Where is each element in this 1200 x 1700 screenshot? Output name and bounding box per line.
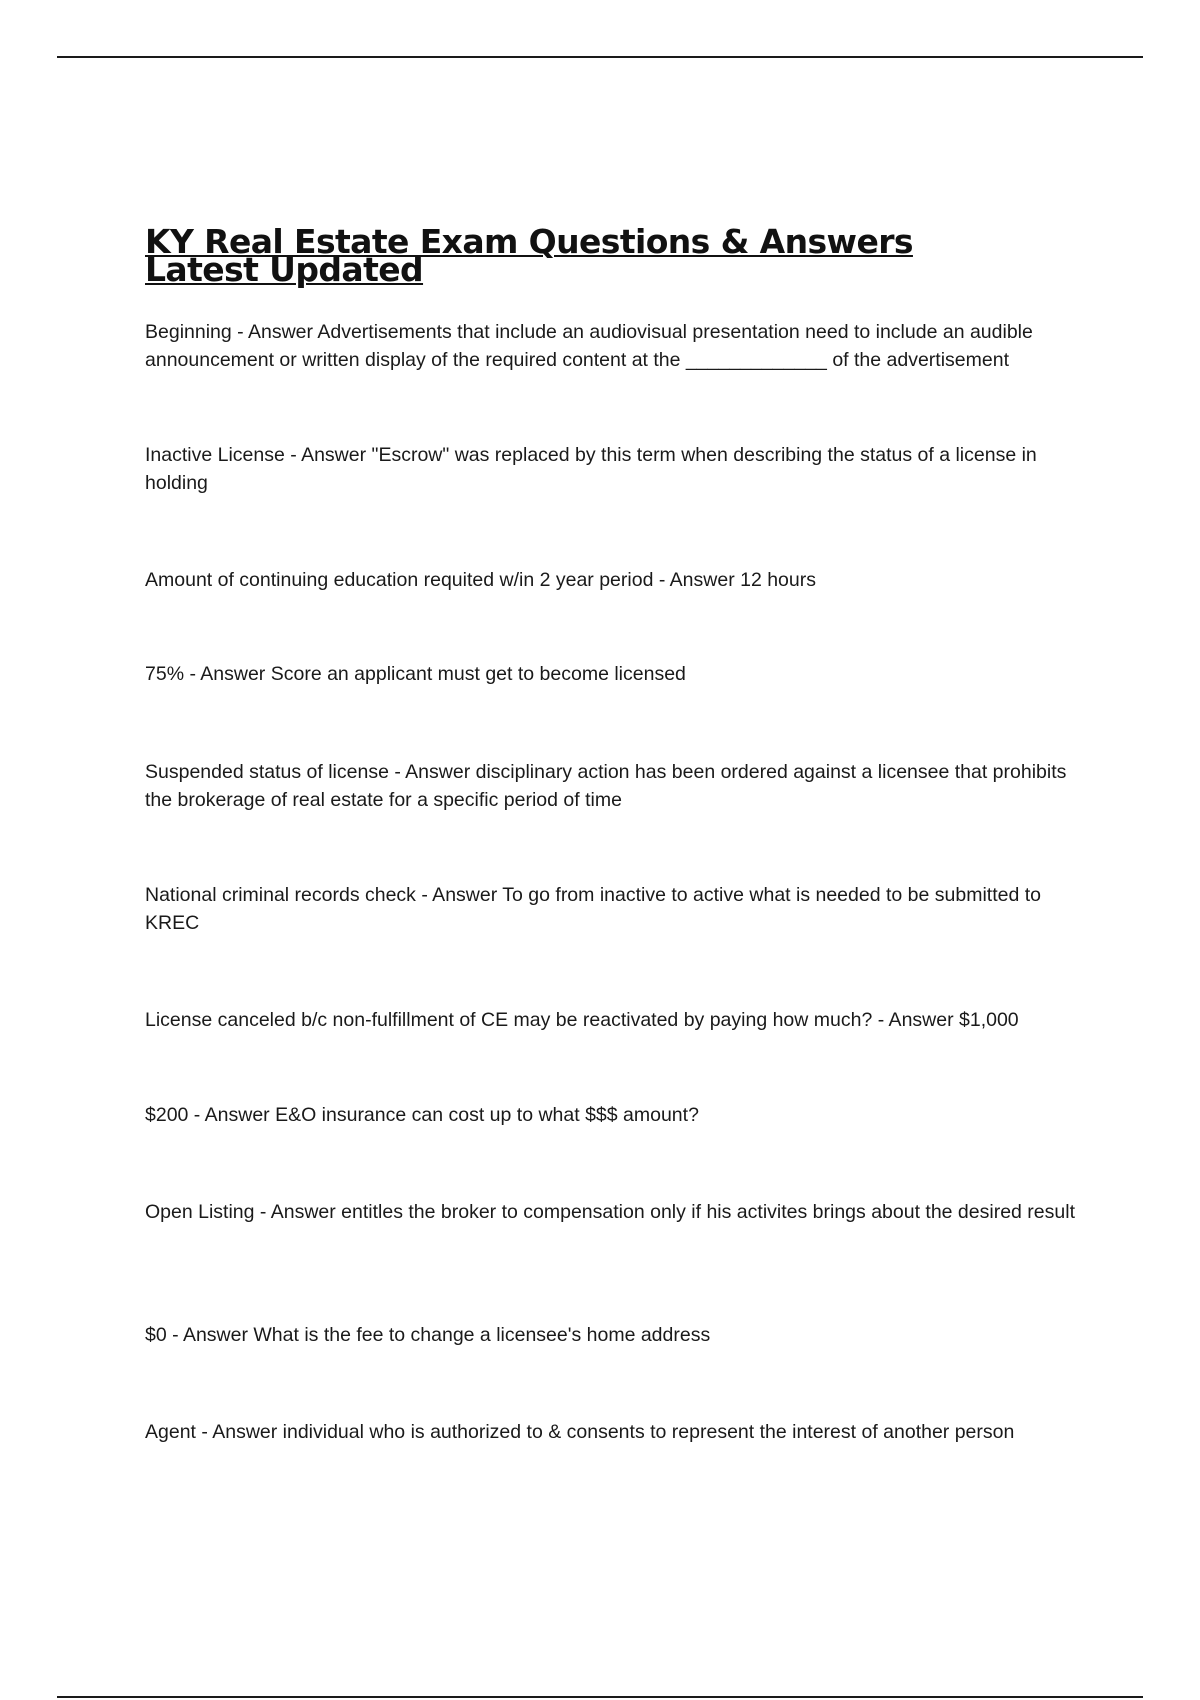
footer-rule: [57, 1696, 1143, 1698]
document-body: [145, 222, 1090, 289]
qa-item: National criminal records check - Answer To go from inactive to active what is needed to be submitted to KREC: [145, 884, 1041, 934]
header-rule: [57, 56, 1143, 58]
qa-item: Agent - Answer individual who is authorized to & consents to represent the interest of another person: [145, 1421, 1015, 1443]
qa-item: $200 - Answer E&O insurance can cost up to what $$$ amount?: [145, 1104, 699, 1126]
document-title: KY Real Estate Exam Questions & Answers Latest Updated: [145, 222, 913, 289]
qa-item: Suspended status of license - Answer disciplinary action has been ordered against a licensee that prohibits the brokerage of real estate for a specific period of time: [145, 761, 1067, 811]
qa-item: Open Listing - Answer entitles the broker to compensation only if his activites brings about the desired result: [145, 1201, 1075, 1223]
qa-item: 75% - Answer Score an applicant must get to become licensed: [145, 663, 686, 685]
qa-item: Beginning - Answer Advertisements that include an audiovisual presentation need to include an audible announcement or written display of the required content at the _____________ of the advertisement: [145, 321, 1033, 371]
qa-item: $0 - Answer What is the fee to change a licensee's home address: [145, 1324, 711, 1346]
qa-item: License canceled b/c non-fulfillment of CE may be reactivated by paying how much? - Answer $1,000: [145, 1009, 1019, 1031]
qa-item: Amount of continuing education requited w/in 2 year period - Answer 12 hours: [145, 569, 816, 591]
qa-item: Inactive License - Answer "Escrow" was replaced by this term when describing the status of a license in holding: [145, 444, 1037, 494]
